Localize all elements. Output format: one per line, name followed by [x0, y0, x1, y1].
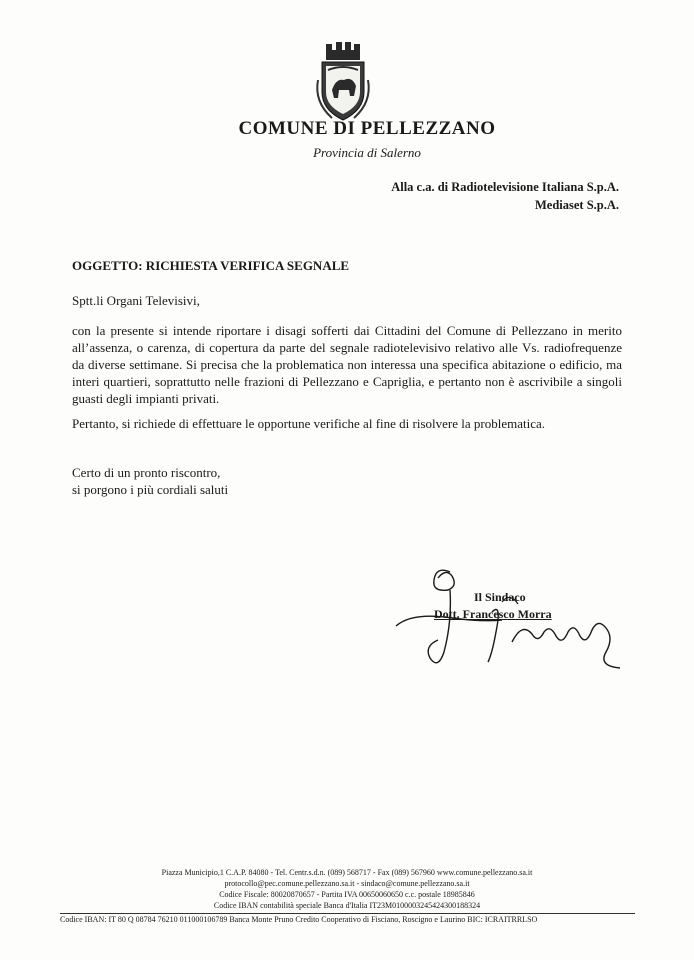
footer-iban-bank-italy: Codice IBAN contabilità speciale Banca d'Italia IT23M0100003245424300188324 — [213, 901, 481, 910]
footer-fiscal-code: Codice Fiscale: 80020870657 - Partita IVA 00650060650 c.c. postale 18985846 — [219, 890, 475, 899]
closing-line-1: Certo di un pronto riscontro, — [72, 465, 221, 480]
letter-paragraph-2: Pertanto, si richiede di effettuare le opportune verifiche al fine di risolvere la problematica. — [72, 416, 545, 431]
letter-paragraph-1: con la presente si intende riportare i disagi sofferti dai Cittadini del Comune di Pellezzano in merito all’assenza, o carenza, di copertura da parte del segnale radiotelevisivo relativo alle Vs. radiofrequenze da diverse settimane. Si precisa che la problematica non interessa una specifica abitazione o edificio, ma interi quartieri, soprattutto nelle frazioni di Pellezzano e Capriglia, e pertanto non è ascrivibile a singoli guasti degli impianti privati. — [72, 323, 622, 406]
letter-subject: OGGETTO: RICHIESTA VERIFICA SEGNALE — [72, 258, 350, 273]
recipient-line-2: Mediaset S.p.A. — [534, 198, 619, 212]
province-subtitle: Provincia di Salerno — [313, 145, 421, 160]
footer-address: Piazza Municipio,1 C.A.P. 84080 - Tel. Centr.s.d.n. (089) 568717 - Fax (089) 567960 www.comune.pellezzano.sa.it — [161, 868, 533, 877]
closing-line-2: si porgono i più cordiali saluti — [72, 482, 229, 497]
signatory-title: Il Sindaco — [474, 590, 526, 604]
recipient-line-1: Alla c.a. di Radiotelevisione Italiana S.p.A. — [391, 180, 619, 194]
letter-greeting: Sptt.li Organi Televisivi, — [72, 293, 200, 308]
municipal-crest-emblem — [312, 40, 374, 124]
municipality-title: COMUNE DI PELLEZZANO — [238, 118, 496, 139]
footer-email: protocollo@pec.comune.pellezzano.sa.it - sindaco@comune.pellezzano.sa.it — [224, 879, 470, 888]
signatory-name: Dott. Francesco Morra — [434, 607, 552, 621]
footer-iban-bank: Codice IBAN: IT 80 Q 08784 76210 011000106789 Banca Monte Pruno Credito Cooperativo di Fisciano, Roscigno e Laurino BIC: ICRAITRRLSO — [60, 913, 635, 925]
